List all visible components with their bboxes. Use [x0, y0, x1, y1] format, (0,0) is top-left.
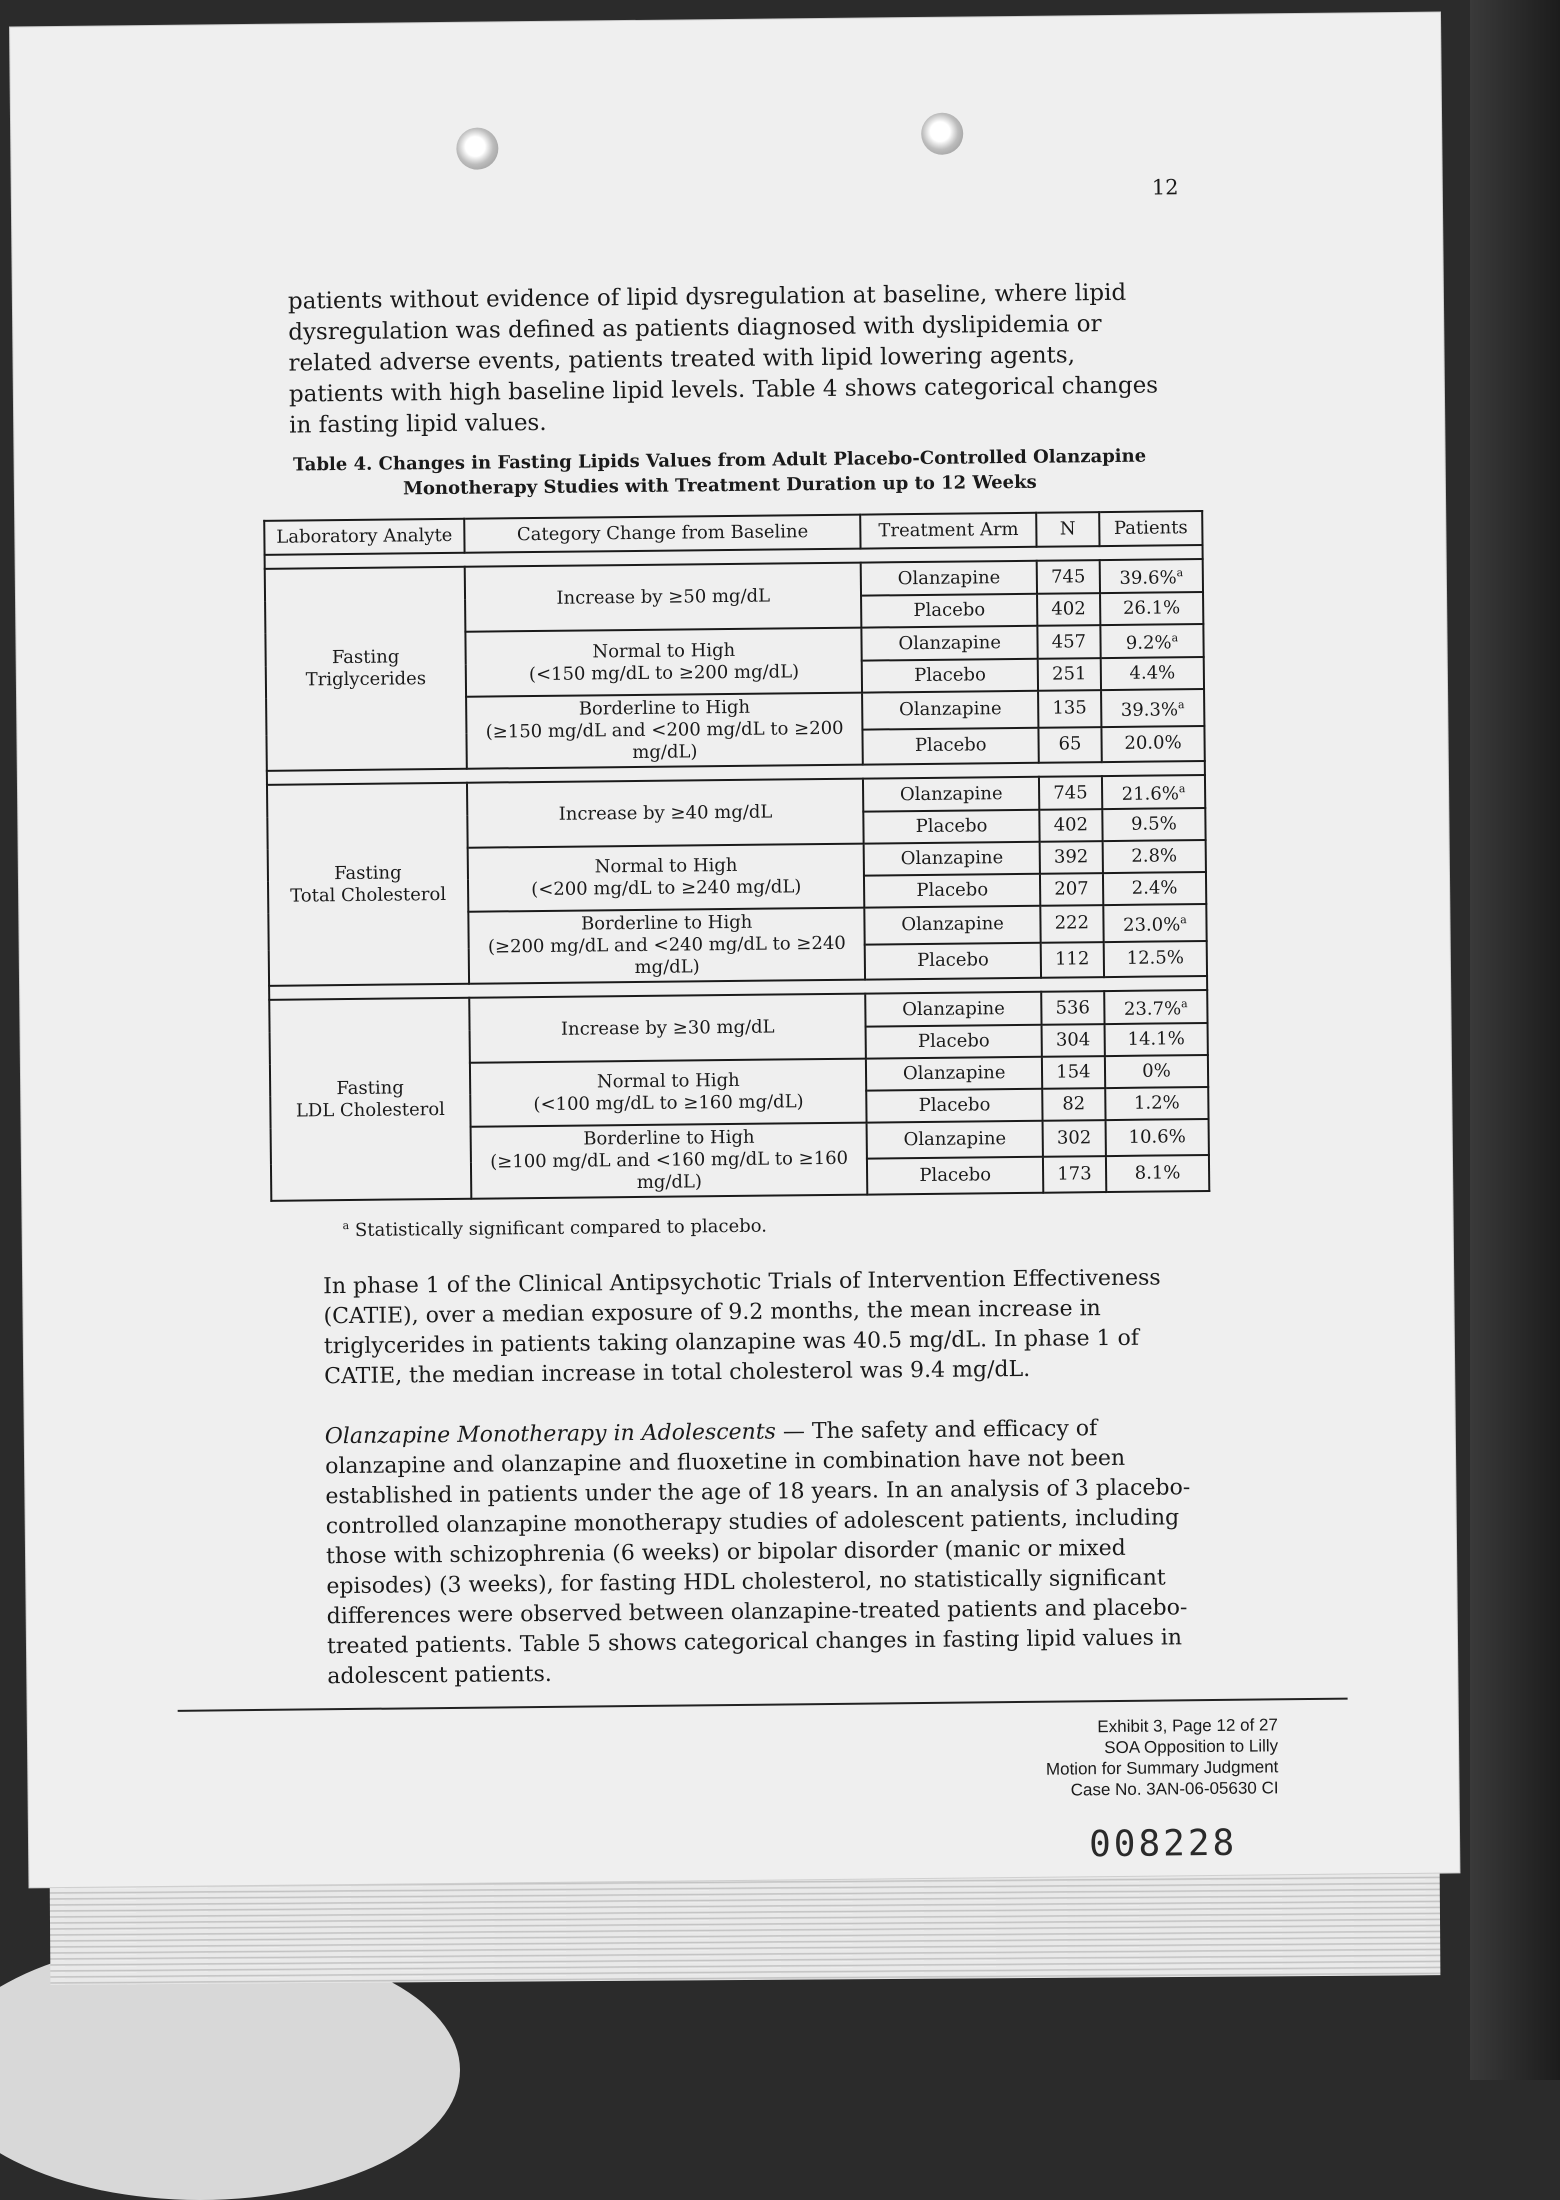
exhibit-line2: SOA Opposition to Lilly [1104, 1736, 1279, 1758]
footer-rule [178, 1698, 1348, 1712]
patients-cell [1103, 872, 1206, 905]
treatment-arm-cell: Olanzapine [866, 992, 1042, 1027]
patients-cell [1101, 657, 1204, 690]
treatment-arm-cell: Placebo [864, 810, 1040, 844]
category-line1: Increase by ≥50 mg/dL [556, 585, 771, 609]
patients-value: 39.3% [1120, 699, 1179, 721]
n-cell: 222 [1040, 905, 1103, 942]
significance-marker: a [1176, 566, 1184, 580]
patients-cell [1106, 1155, 1209, 1192]
significance-marker: a [1178, 782, 1186, 796]
n-cell: 82 [1042, 1088, 1105, 1121]
analyte-name-line2: Total Cholesterol [290, 883, 447, 907]
significance-marker: a [1181, 997, 1188, 1011]
analyte-name-line1: Fasting [336, 1076, 404, 1099]
category-line1: Increase by ≥30 mg/dL [560, 1016, 775, 1040]
category-cell [468, 844, 865, 912]
category-cell [470, 1059, 867, 1127]
page-number: 12 [1151, 175, 1179, 200]
n-cell: 536 [1041, 991, 1104, 1025]
treatment-arm-cell: Olanzapine [867, 1121, 1043, 1159]
category-cell [469, 994, 866, 1063]
category-cell [466, 693, 863, 769]
desk-background [1470, 0, 1560, 2080]
n-cell: 302 [1042, 1120, 1105, 1157]
adolescent-paragraph [325, 1413, 1198, 1692]
n-cell: 112 [1041, 942, 1104, 978]
patients-value: 10.6% [1128, 1126, 1186, 1148]
header-treatment-arm: Treatment Arm [861, 513, 1037, 549]
n-cell: 207 [1040, 873, 1103, 906]
analyte-name-line2: LDL Cholesterol [295, 1098, 445, 1122]
treatment-arm-cell: Olanzapine [865, 906, 1041, 944]
n-cell: 745 [1039, 776, 1102, 810]
patients-cell [1105, 1119, 1208, 1156]
n-cell: 457 [1037, 625, 1100, 659]
treatment-arm-cell: Placebo [861, 594, 1037, 628]
patients-value: 9.5% [1130, 813, 1177, 835]
patients-value: 2.4% [1131, 877, 1178, 899]
treatment-arm-cell: Placebo [865, 942, 1041, 979]
n-cell: 251 [1038, 658, 1101, 691]
patients-value: 0% [1142, 1060, 1171, 1082]
catie-paragraph: In phase 1 of the Clinical Antipsychotic Trials of Intervention Effectiveness (CATIE), over a median exposure of 9.2 months, the mean increase in triglycerides in patients taking olanzapine was 40.5 mg/dL. In phase 1 of CATIE, the median increase in total cholesterol was 9.4 mg/dL. [323, 1265, 1161, 1390]
header-category-change: Category Change from Baseline [464, 515, 861, 553]
n-cell: 173 [1043, 1156, 1106, 1193]
footnote-marker: a [342, 1219, 350, 1233]
n-cell: 392 [1039, 841, 1102, 874]
n-cell: 402 [1037, 593, 1100, 626]
patients-value: 9.2% [1125, 632, 1172, 654]
patients-cell [1100, 624, 1203, 658]
treatment-arm-cell: Placebo [862, 659, 1038, 693]
analyte-name-line1: Fasting [331, 646, 400, 669]
category-line1: Normal to High [596, 1069, 740, 1093]
treatment-arm-cell: Olanzapine [866, 1057, 1042, 1091]
treatment-arm-cell: Olanzapine [863, 777, 1039, 812]
punch-hole-left [456, 127, 498, 169]
punch-hole-right [921, 113, 963, 155]
table-caption-line1: Table 4. Changes in Fasting Lipids Values from Adult Placebo-Controlled Olanzapine [292, 445, 1147, 476]
patients-value: 26.1% [1122, 597, 1181, 619]
patients-value: 23.7% [1123, 998, 1182, 1020]
patients-cell [1105, 1055, 1208, 1088]
exhibit-stamp [1045, 1714, 1278, 1800]
patients-cell [1104, 941, 1207, 978]
document-page [10, 13, 1459, 1888]
exhibit-line3: Motion for Summary Judgment [1045, 1757, 1279, 1779]
patients-value: 21.6% [1121, 783, 1180, 805]
significance-marker: a [1180, 912, 1187, 927]
table-caption [265, 443, 1175, 503]
category-cell [471, 1123, 868, 1199]
patients-value: 1.2% [1133, 1092, 1180, 1114]
patients-cell [1105, 1087, 1208, 1120]
category-line1: Borderline to High [580, 911, 753, 935]
patients-cell [1101, 689, 1204, 727]
exhibit-line1: Exhibit 3, Page 12 of 27 [1097, 1715, 1278, 1737]
patients-value: 23.0% [1122, 914, 1181, 936]
table-footnote [343, 1215, 768, 1241]
category-line1: Borderline to High [578, 696, 751, 720]
patients-value: 8.1% [1134, 1162, 1181, 1184]
n-cell: 745 [1037, 560, 1100, 594]
table-caption-line2: Monotherapy Studies with Treatment Duration up to 12 Weeks [402, 471, 1037, 500]
patients-cell [1100, 592, 1203, 625]
analyte-name-line1: Fasting [334, 861, 402, 884]
n-cell: 135 [1038, 690, 1101, 727]
treatment-arm-cell: Olanzapine [863, 691, 1039, 729]
patients-cell [1100, 559, 1203, 593]
category-line1: Normal to High [594, 854, 738, 878]
analyte-cell [267, 783, 469, 986]
intro-paragraph: patients without evidence of lipid dysregulation at baseline, where lipid dysregulation was defined as patients diagnosed with dyslipidemia or related adverse events, patients treated with lipid lowering agents, patients with high baseline lipid levels. Table 4 shows categorical changes in fasting lipid values. [287, 279, 1159, 439]
treatment-arm-cell: Placebo [867, 1157, 1043, 1195]
footnote-text: Statistically significant compared to placebo. [354, 1215, 768, 1241]
bates-number: 008228 [1088, 1822, 1238, 1866]
header-patients: Patients [1099, 511, 1202, 546]
patients-cell [1102, 808, 1205, 841]
category-line2: (≥100 mg/dL and <160 mg/dL to ≥160 mg/dL) [490, 1147, 849, 1193]
category-line1: Increase by ≥40 mg/dL [558, 801, 773, 825]
patients-cell [1104, 990, 1207, 1024]
analyte-cell [265, 567, 467, 771]
analyte-name-line2: Triglycerides [305, 668, 427, 691]
adolescent-lead: Olanzapine Monotherapy in Adolescents [324, 1419, 777, 1450]
patients-cell [1103, 904, 1206, 942]
category-cell [465, 563, 862, 632]
n-cell: 304 [1041, 1024, 1104, 1057]
patients-cell [1104, 1023, 1207, 1056]
category-line2: (<150 mg/dL to ≥200 mg/dL) [528, 660, 800, 685]
patients-value: 12.5% [1126, 947, 1185, 970]
significance-marker: a [1177, 697, 1185, 712]
patients-value: 39.6% [1119, 567, 1177, 589]
adolescent-body: The safety and efficacy of olanzapine and olanzapine and fluoxetine in combination have not been established in patients under the age of 18 years. In an analysis of 3 placebo-controlled olanzapine monotherapy studies of adolescent patients, including those with schizophrenia (6 weeks) or bipolar disorder (manic or mixed episodes) (3 weeks), for fasting HDL cholesterol, no statistically significant differences were observed between olanzapine-treated patients and placebo-treated patients. Table 5 shows categorical changes in fasting lipid values in adolescent patients. [324, 1416, 1191, 1690]
n-cell: 154 [1042, 1056, 1105, 1089]
n-cell: 65 [1038, 727, 1101, 763]
patients-value: 2.8% [1131, 845, 1178, 867]
analyte-cell [269, 998, 471, 1201]
treatment-arm-cell: Olanzapine [864, 842, 1040, 876]
category-line2: (<200 mg/dL to ≥240 mg/dL) [531, 876, 802, 901]
category-line2: (≥150 mg/dL and <200 mg/dL to ≥200 mg/dL) [485, 717, 844, 764]
patients-cell [1101, 726, 1204, 763]
adolescent-dash: — [775, 1419, 813, 1445]
category-line2: (≥200 mg/dL and <240 mg/dL to ≥240 mg/dL) [487, 932, 846, 978]
header-laboratory-analyte: Laboratory Analyte [264, 519, 464, 555]
table-body [265, 545, 1210, 1201]
significance-marker: a [1171, 631, 1179, 645]
category-line1: Borderline to High [583, 1126, 755, 1150]
category-line1: Normal to High [592, 639, 736, 662]
header-n: N [1036, 512, 1099, 547]
category-cell [467, 779, 864, 848]
treatment-arm-cell: Placebo [863, 727, 1039, 764]
n-cell: 402 [1039, 809, 1102, 842]
treatment-arm-cell: Placebo [867, 1089, 1043, 1123]
treatment-arm-cell: Placebo [866, 1025, 1042, 1059]
exhibit-line4: Case No. 3AN-06-05630 CI [1070, 1778, 1279, 1800]
category-cell [465, 628, 862, 697]
treatment-arm-cell: Olanzapine [861, 561, 1037, 596]
patients-value: 4.4% [1129, 662, 1176, 684]
patients-value: 20.0% [1124, 732, 1182, 755]
category-cell [468, 908, 865, 984]
patients-value: 14.1% [1127, 1028, 1185, 1050]
treatment-arm-cell: Placebo [864, 874, 1040, 908]
patients-cell [1102, 775, 1205, 809]
fasting-lipids-table [263, 510, 1210, 1202]
patients-cell [1103, 840, 1206, 873]
treatment-arm-cell: Olanzapine [862, 626, 1038, 661]
category-line2: (<100 mg/dL to ≥160 mg/dL) [533, 1091, 804, 1116]
